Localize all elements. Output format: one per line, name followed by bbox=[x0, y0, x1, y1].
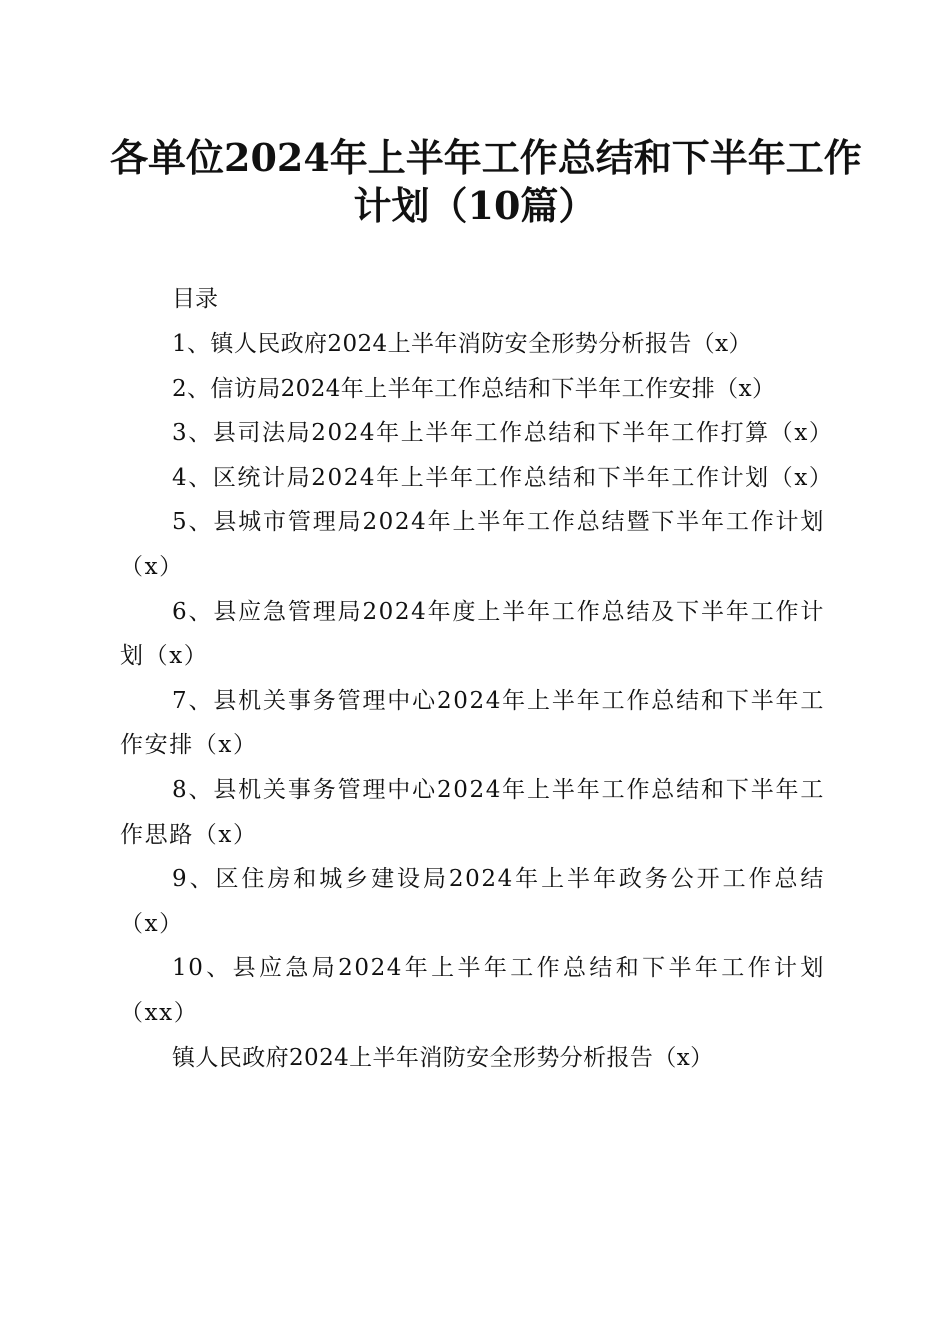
toc-item[interactable]: 6、县应急管理局2024年度上半年工作总结及下半年工作计划（x） bbox=[120, 598, 825, 670]
first-section-title: 镇人民政府2024上半年消防安全形势分析报告（x） bbox=[172, 1044, 714, 1071]
toc-item[interactable]: 2、信访局2024年上半年工作总结和下半年工作安排（x） bbox=[172, 375, 776, 402]
document-title-line-1: 各单位2024年上半年工作总结和下半年工作 bbox=[110, 135, 862, 180]
toc-item[interactable]: 7、县机关事务管理中心2024年上半年工作总结和下半年工作安排（x） bbox=[120, 687, 825, 759]
table-of-contents bbox=[120, 278, 834, 1080]
document-title-line-2: 计划（10篇） bbox=[353, 183, 597, 228]
toc-item[interactable]: 10、县应急局2024年上半年工作总结和下半年工作计划（xx） bbox=[120, 955, 825, 1026]
toc-item[interactable]: 5、县城市管理局2024年上半年工作总结暨下半年工作计划（x） bbox=[120, 509, 825, 580]
toc-item[interactable]: 4、区统计局2024年上半年工作总结和下半年工作计划（x） bbox=[172, 464, 834, 491]
toc-item[interactable]: 9、区住房和城乡建设局2024年上半年政务公开工作总结（x） bbox=[120, 866, 825, 937]
toc-heading: 目录 bbox=[172, 286, 218, 312]
toc-item[interactable]: 1、镇人民政府2024上半年消防安全形势分析报告（x） bbox=[172, 331, 752, 357]
toc-item[interactable]: 8、县机关事务管理中心2024年上半年工作总结和下半年工作思路（x） bbox=[120, 776, 825, 848]
toc-item[interactable]: 3、县司法局2024年上半年工作总结和下半年工作打算（x） bbox=[172, 420, 834, 447]
